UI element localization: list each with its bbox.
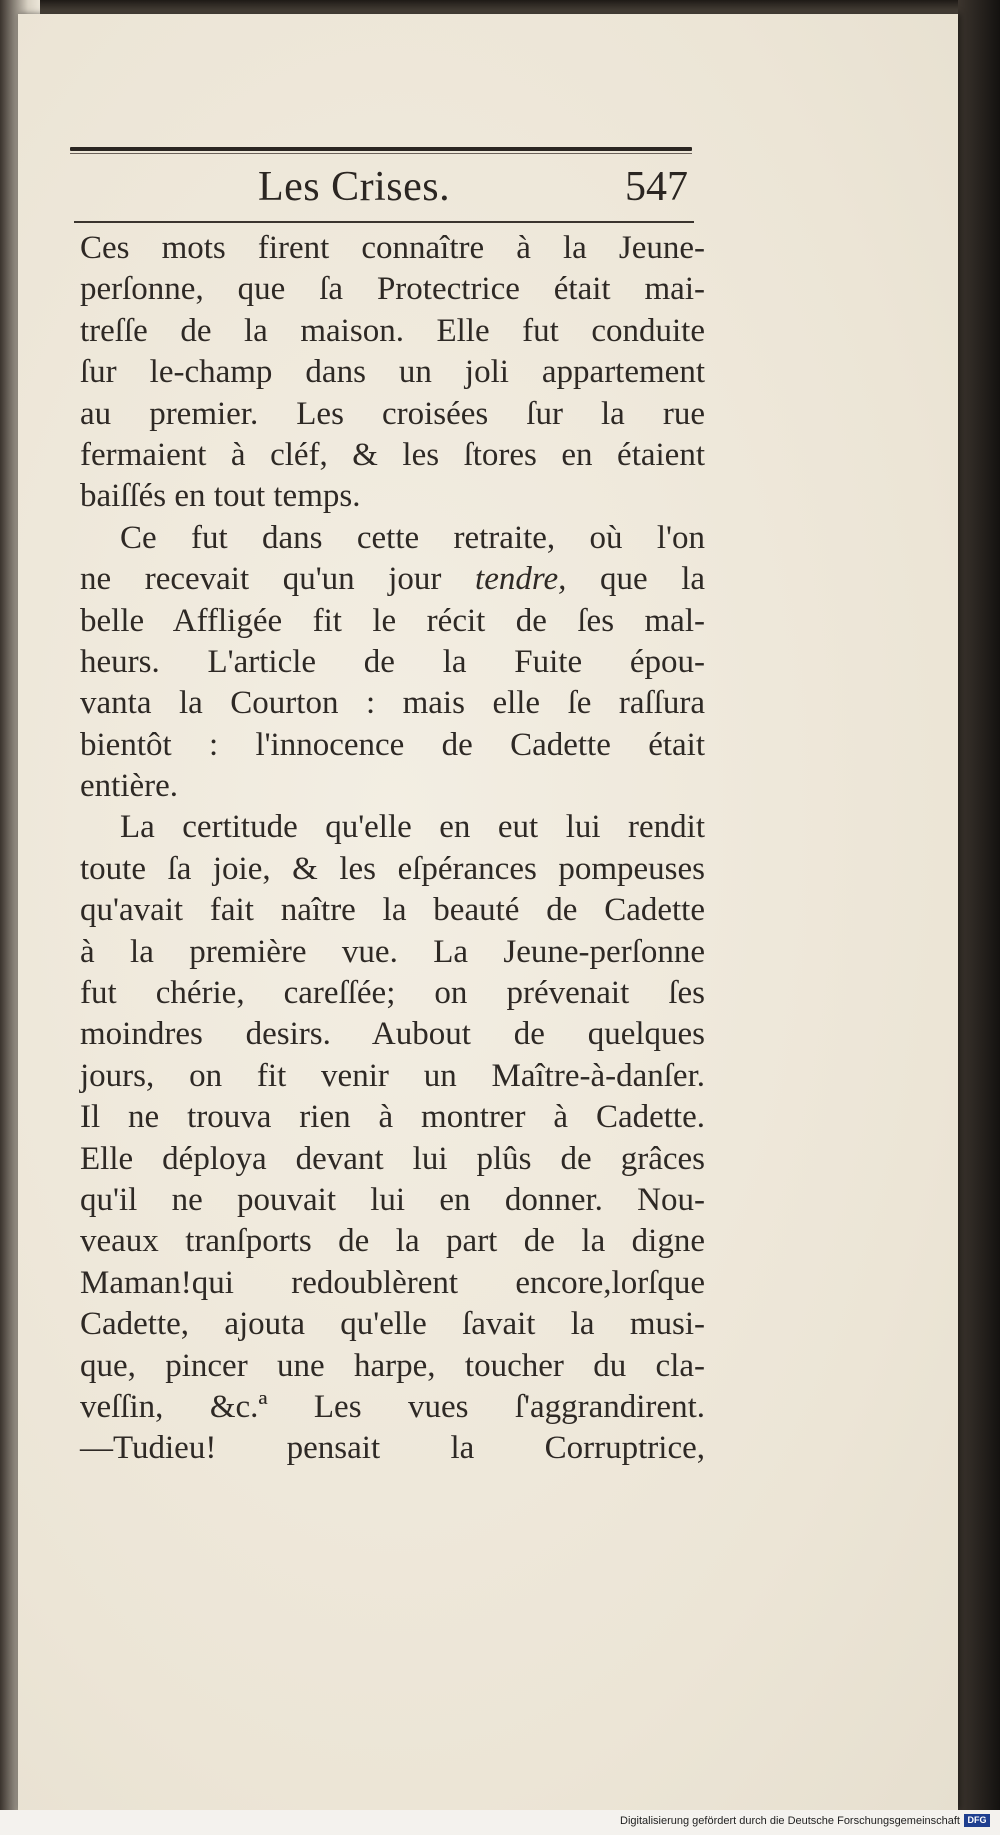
text-line: toute ſa joie, & les eſpérances pompeuses bbox=[80, 850, 705, 887]
text-line: fermaient à cléf, & les ſtores en étaient bbox=[80, 436, 705, 473]
italic-word: tendre, bbox=[475, 561, 567, 598]
text-line: La certitude qu'elle en eut lui rendit bbox=[120, 809, 705, 846]
text-line: Cadette, ajouta qu'elle ſavait la musi- bbox=[80, 1306, 705, 1343]
text-line: Maman!qui redoublèrent encore,lorſque bbox=[80, 1264, 705, 1301]
text-line: Ces mots firent connaître à la Jeune- bbox=[80, 230, 705, 266]
text-line: bientôt : l'innocence de Cadette était bbox=[80, 726, 705, 763]
text-line: à la première vue. La Jeune-perſonne bbox=[80, 933, 705, 970]
scan-right-edge bbox=[958, 0, 1000, 1835]
text-line: —Tudieu! pensait la Corruptrice, bbox=[80, 1430, 705, 1467]
text-line: qu'avait fait naître la beauté de Cadette bbox=[80, 892, 705, 929]
header-rule-thin bbox=[70, 153, 692, 154]
text-segment: que la bbox=[599, 561, 706, 598]
header-rule-bottom bbox=[74, 221, 694, 223]
text-line: au premier. Les croisées ſur la rue bbox=[80, 395, 705, 432]
text-line: jours, on fit venir un Maître-à-danſer. bbox=[80, 1057, 705, 1094]
text-line: veaux tranſports de la part de la digne bbox=[80, 1223, 705, 1260]
page-number: 547 bbox=[625, 164, 688, 210]
text-segment: ne recevait qu'un jour bbox=[80, 561, 442, 598]
text-line: ſur le-champ dans un joli appartement bbox=[80, 354, 705, 391]
text-line: perſonne, que ſa Protectrice était mai- bbox=[80, 271, 705, 308]
text-line: qu'il ne pouvait lui en donner. Nou- bbox=[80, 1181, 705, 1218]
text-line: entière. bbox=[80, 768, 179, 805]
text-line: vanta la Courton : mais elle ſe raſſura bbox=[80, 685, 705, 722]
header-rule-thick bbox=[70, 147, 692, 151]
body-text bbox=[80, 228, 705, 1470]
text-line: treſſe de la maison. Elle fut conduite bbox=[80, 312, 705, 349]
text-line bbox=[80, 559, 705, 600]
text-line: veſſin, &c.ª Les vues ſ'aggrandirent. bbox=[80, 1388, 705, 1425]
text-line: heurs. L'article de la Fuite épou- bbox=[80, 643, 705, 680]
text-line: que, pincer une harpe, toucher du cla- bbox=[80, 1347, 705, 1384]
dfg-logo: DFG bbox=[964, 1814, 990, 1827]
text-line: baiſſés en tout temps. bbox=[80, 478, 361, 515]
text-line: Il ne trouva rien à montrer à Cadette. bbox=[80, 1099, 705, 1136]
text-line: Ce fut dans cette retraite, où l'on bbox=[120, 519, 705, 556]
running-title: Les Crises. bbox=[258, 164, 451, 210]
text-line: fut chérie, careſſée; on prévenait ſes bbox=[80, 975, 705, 1012]
digitization-credit: Digitalisierung gefördert durch die Deutsche Forschungsgemeinschaft bbox=[620, 1815, 960, 1827]
text-line: moindres desirs. Aubout de quelques bbox=[80, 1016, 705, 1053]
text-line: belle Affligée fit le récit de ſes mal- bbox=[80, 602, 705, 639]
text-line: Elle déploya devant lui plûs de grâces bbox=[80, 1140, 705, 1177]
